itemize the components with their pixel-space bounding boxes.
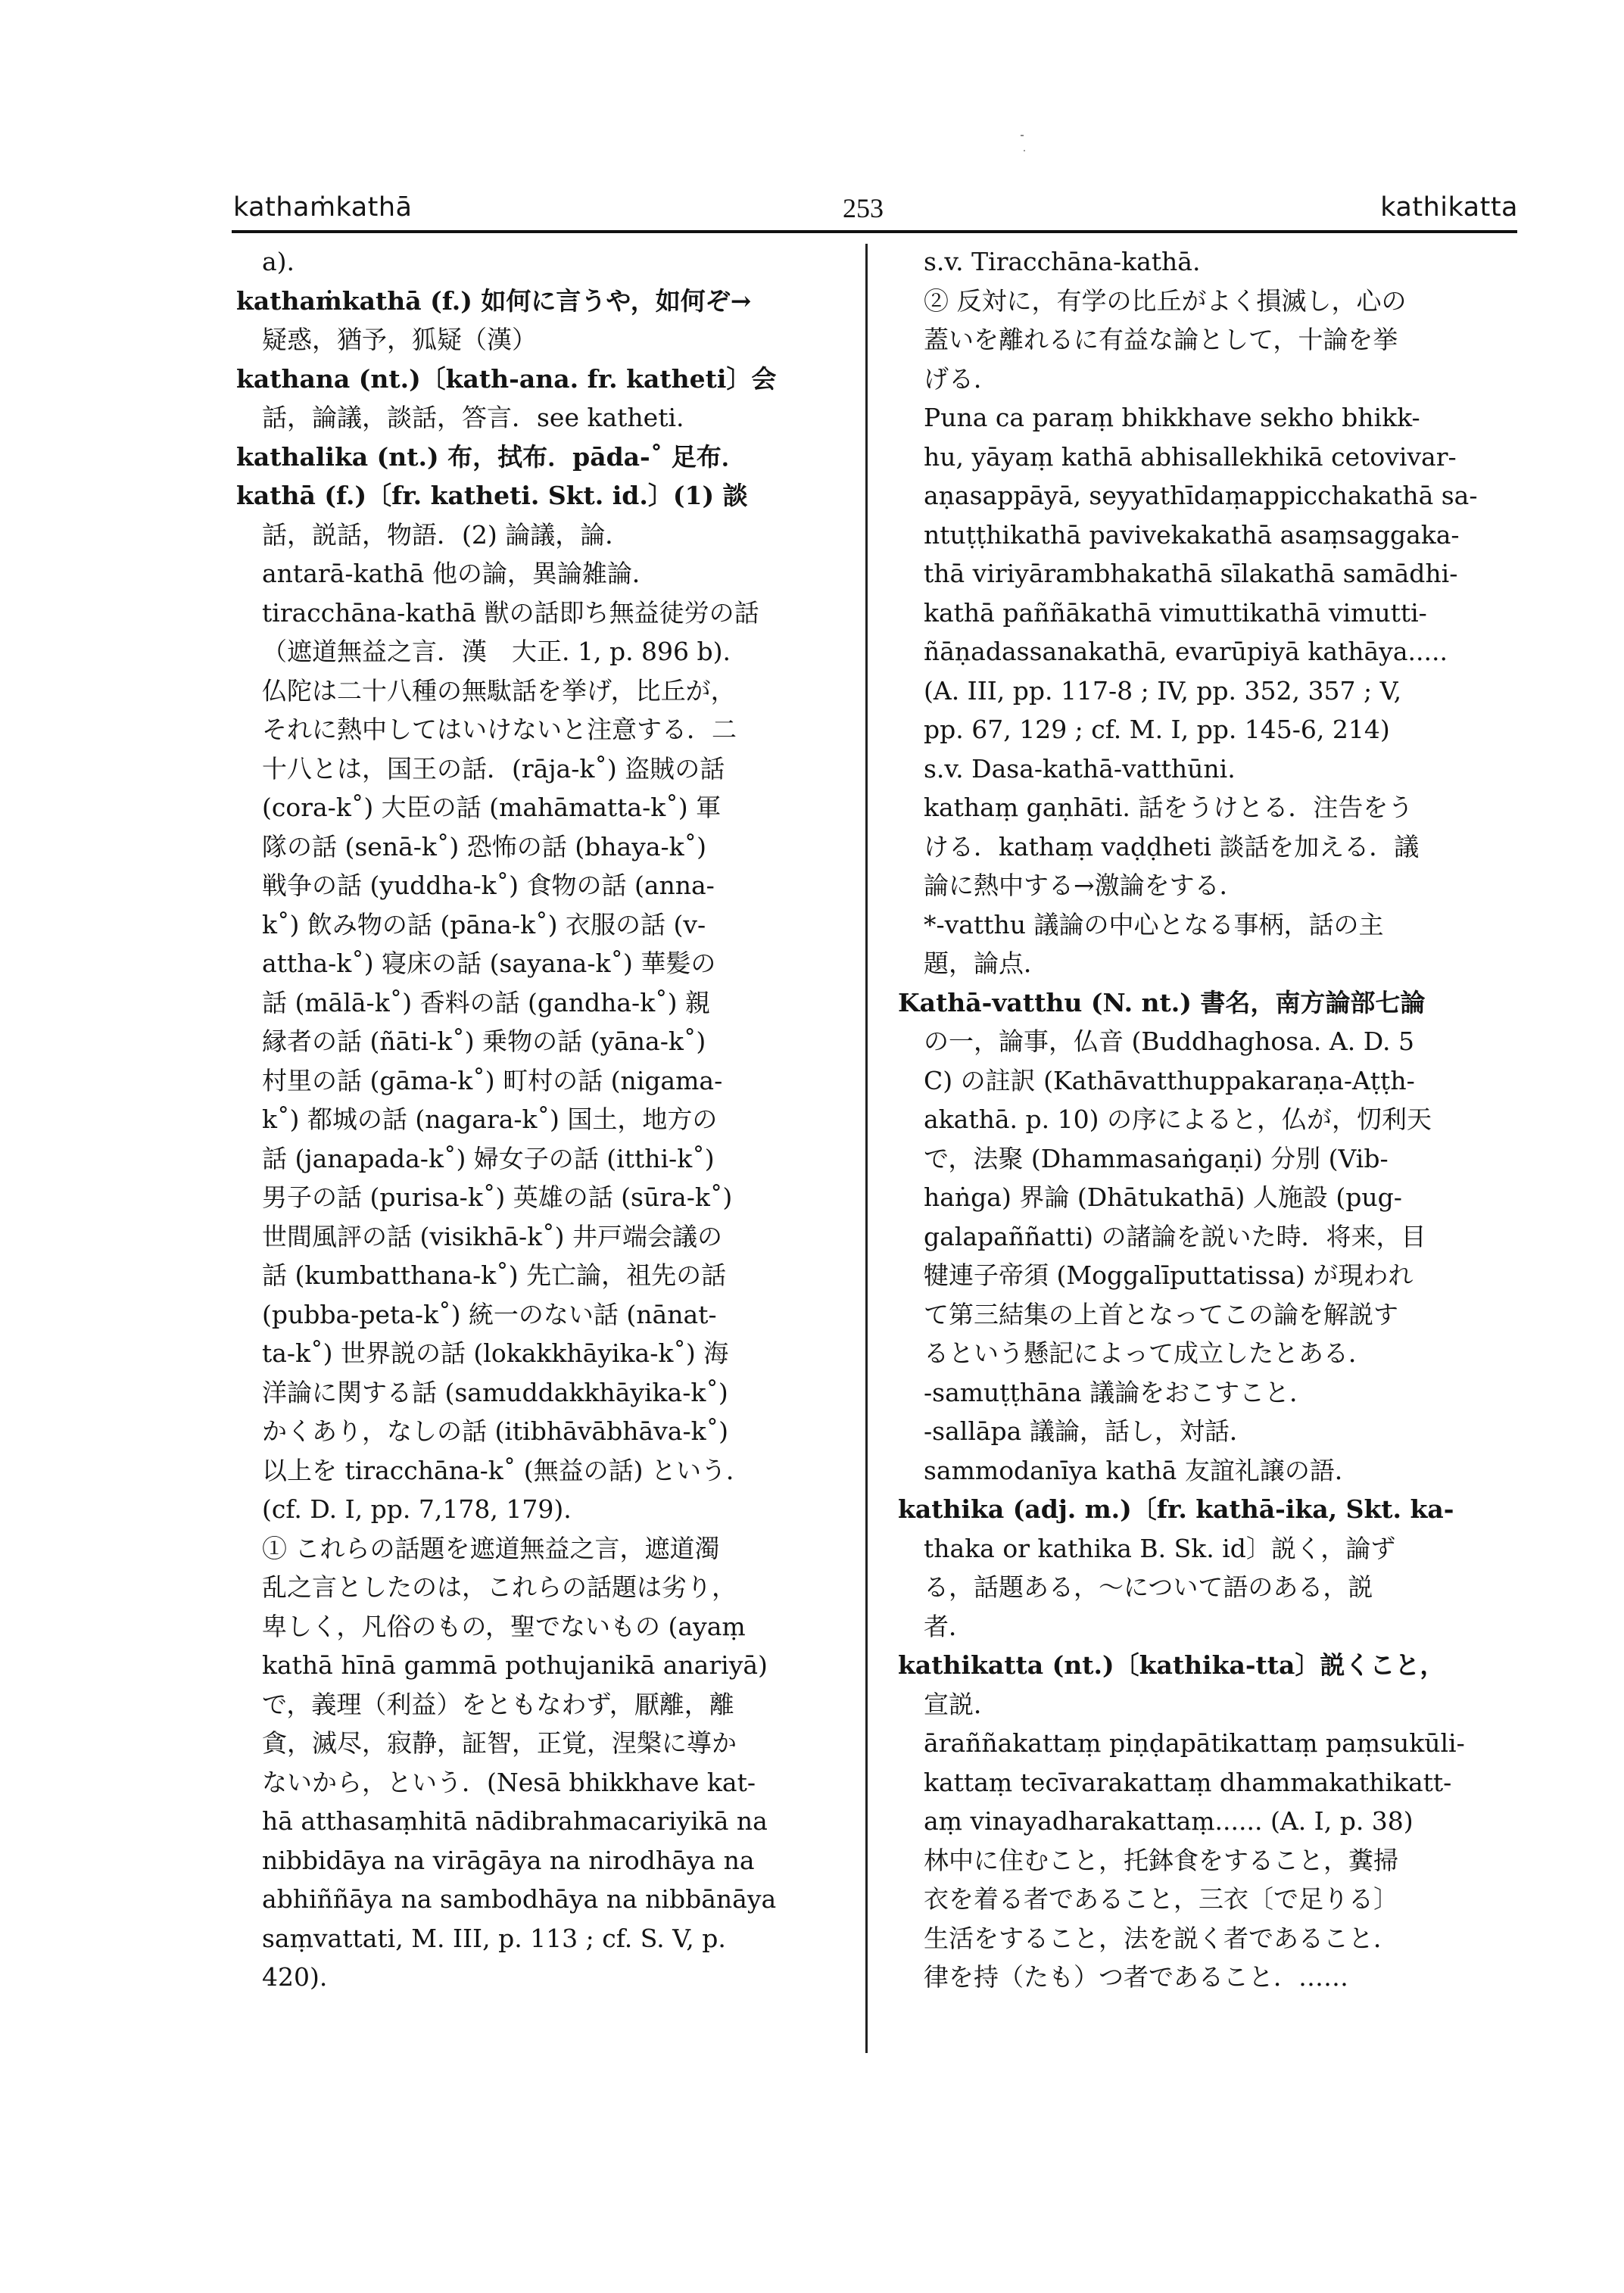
dictionary-headword-line: Kathā-vatthu (N. nt.) 書名，南方論部七論: [898, 987, 1426, 1017]
dictionary-text-line: かくあり，なしの話 (itibhāvābhāva-k˚): [262, 1416, 728, 1446]
dictionary-text-line: kathā paññākathā vimuttikathā vimutti-: [924, 597, 1427, 628]
dictionary-text-line: nibbidāya na virāgāya na nirodhāya na: [262, 1845, 755, 1875]
dictionary-text-line: thā viriyārambhakathā sīlakathā samādhi-: [924, 559, 1458, 588]
dictionary-text-line: 洋論に関する話 (samuddakkhāyika-k˚): [262, 1377, 728, 1407]
dictionary-text-line: ける．kathaṃ vaḍḍheti 談話を加える．議: [924, 831, 1420, 861]
dictionary-text-line: で，法聚 (Dhammasaṅgaṇi) 分別 (Vib-: [924, 1143, 1389, 1173]
dictionary-text-line: 隊の話 (senā-k˚) 恐怖の話 (bhaya-k˚): [262, 831, 707, 861]
dictionary-text-line: ntuṭṭhikathā pavivekakathā asaṃsaggaka-: [924, 519, 1460, 550]
dictionary-text-line: kathā hīnā gammā pothujanikā anariyā): [262, 1650, 768, 1680]
header-rule: [232, 230, 1517, 233]
dictionary-text-line: -sallāpa 議論，話し，対話．: [924, 1416, 1255, 1446]
dictionary-text-line: 衣を着る者であること，三衣〔で足りる〕: [924, 1884, 1398, 1914]
dictionary-text-line: hu, yāyaṃ kathā abhisallekhikā cetovivar-: [924, 441, 1457, 472]
dictionary-text-line: 卑しく，凡俗のもの，聖でないもの (ayaṃ: [262, 1611, 746, 1641]
dictionary-text-line: pp. 67, 129 ; cf. M. I, pp. 145-6, 214): [924, 715, 1390, 744]
dictionary-text-line: ないから，という．(Nesā bhikkhave kat-: [262, 1767, 756, 1797]
dictionary-text-line: それに熱中してはいけないと注意する．二: [262, 715, 737, 744]
dictionary-text-line: 世間風評の話 (visikhā-k˚) 井戸端会議の: [262, 1221, 722, 1251]
dictionary-text-line: (pubba-peta-k˚) 統一のない話 (nānat-: [262, 1299, 717, 1329]
dictionary-headword-line: kathalika (nt.) 布，拭布．pāda-˚ 足布．: [236, 441, 747, 472]
dictionary-headword-line: kathana (nt.)〔kath-ana. fr. katheti〕会: [236, 363, 777, 394]
dictionary-text-line: haṅga) 界論 (Dhātukathā) 人施設 (pug-: [924, 1182, 1402, 1212]
dictionary-text-line: 律を持（たも）つ者であること．……: [924, 1962, 1348, 1992]
right-column: [898, 242, 1513, 1997]
page-number: 253: [843, 193, 884, 223]
dictionary-text-line: 村里の話 (gāma-k˚) 町村の話 (nigama-: [262, 1065, 723, 1095]
dictionary-text-line: 以上を tiracchāna-k˚ (無益の話) という．: [262, 1455, 751, 1485]
dictionary-text-line: thaka or kathika B. Sk. id〕説く，論ず: [924, 1533, 1396, 1563]
dictionary-text-line: tiracchāna-kathā 獣の話即ち無益徒労の話: [262, 597, 759, 628]
dictionary-text-line: 宣説．: [924, 1689, 999, 1719]
dictionary-text-line: 乱之言としたのは，これらの話題は劣り，: [262, 1572, 737, 1602]
dictionary-headword-line: kathikatta (nt.)〔kathika-tta〕説くこと，: [898, 1650, 1445, 1680]
dictionary-text-line: C) の註訳 (Kathāvatthuppakaraṇa-Aṭṭh-: [924, 1065, 1415, 1095]
dictionary-headword-line: kathaṁkathā (f.) 如何に言うや，如何ぞ→: [236, 285, 752, 316]
dictionary-text-line: *-vatthu 議論の中心となる事柄，話の主: [924, 909, 1384, 939]
dictionary-text-line: -samuṭṭhāna 議論をおこすこと．: [924, 1377, 1315, 1407]
dictionary-text-line: 話 (kumbatthana-k˚) 先亡論，祖先の話: [262, 1260, 727, 1290]
dictionary-text-line: ta-k˚) 世界説の話 (lokakkhāyika-k˚) 海: [262, 1338, 729, 1368]
dictionary-text-line: 疑惑，猶予，狐疑（漢）: [262, 325, 537, 354]
dictionary-text-line: 貪，滅尽，寂静，証智，正覚，涅槃に導か: [262, 1728, 737, 1758]
dictionary-text-line: akathā. p. 10) の序によると，仏が，忉利天: [924, 1104, 1432, 1134]
dictionary-text-line: て第三結集の上首となってこの論を解説す: [924, 1299, 1398, 1329]
dictionary-text-line: k˚) 飲み物の話 (pāna-k˚) 衣服の話 (v-: [262, 909, 706, 939]
dictionary-text-line: a).: [262, 247, 295, 276]
dictionary-text-line: げる．: [924, 363, 999, 394]
dictionary-text-line: saṃvattati, M. III, p. 113 ; cf. S. V, p.: [262, 1923, 726, 1953]
dictionary-text-line: 犍連子帝須 (Moggalīputtatissa) が現われ: [924, 1260, 1414, 1290]
dictionary-text-line: ñāṇadassanakathā, evarūpiyā kathāya.....: [924, 637, 1448, 666]
dictionary-text-line: Puna ca paraṃ bhikkhave sekho bhikk-: [924, 403, 1420, 432]
dictionary-text-line: の一，論事，仏音 (Buddhaghosa. A. D. 5: [924, 1027, 1414, 1056]
dictionary-text-line: る，話題ある，～について語のある，説: [924, 1572, 1373, 1602]
dictionary-text-line: ② 反対に，有学の比丘がよく損滅し，心の: [924, 285, 1407, 316]
dictionary-text-line: attha-k˚) 寝床の話 (sayana-k˚) 華髪の: [262, 949, 716, 978]
dictionary-text-line: 林中に住むこと，托鉢食をすること，糞掃: [924, 1845, 1398, 1875]
dictionary-text-line: 論に熱中する→激論をする．: [924, 871, 1245, 900]
dictionary-text-line: 十八とは，国王の話．(rāja-k˚) 盗賊の話: [262, 753, 725, 784]
scan-speck: [1024, 150, 1025, 151]
dictionary-text-line: hā atthasaṃhitā nādibrahmacariyikā na: [262, 1806, 768, 1836]
dictionary-text-line: kathaṃ gaṇhāti. 話をうけとる．注告をう: [924, 793, 1414, 822]
dictionary-text-line: kattaṃ tecīvarakattaṃ dhammakathikatt-: [924, 1767, 1452, 1797]
dictionary-text-line: (cf. D. I, pp. 7,178, 179).: [262, 1494, 572, 1524]
dictionary-text-line: abhiññāya na sambodhāya na nibbānāya: [262, 1884, 777, 1914]
dictionary-text-line: s.v. Tiracchāna-kathā.: [924, 247, 1201, 276]
running-head-left: kathaṁkathā: [233, 192, 413, 223]
dictionary-text-line: galapaññatti) の諸論を説いた時．将来，目: [924, 1221, 1426, 1251]
dictionary-text-line: 420).: [262, 1962, 328, 1992]
dictionary-headword-line: kathika (adj. m.)〔fr. kathā-ika, Skt. ka-: [898, 1494, 1454, 1524]
dictionary-text-line: 生活をすること，法を説く者であること．: [924, 1923, 1398, 1953]
left-column: [236, 242, 848, 1997]
dictionary-text-line: 話，論議，談話，答言．see katheti.: [262, 403, 684, 432]
dictionary-text-line: (cora-k˚) 大臣の話 (mahāmatta-k˚) 軍: [262, 793, 722, 822]
dictionary-text-line: 戦争の話 (yuddha-k˚) 食物の話 (anna-: [262, 871, 715, 900]
dictionary-text-line: 題，論点．: [924, 949, 1049, 978]
scan-speck: [1021, 135, 1024, 136]
dictionary-text-line: 蓋いを離れるに有益な論として，十論を挙: [924, 325, 1398, 354]
dictionary-text-line: 男子の話 (purisa-k˚) 英雄の話 (sūra-k˚): [262, 1182, 733, 1212]
dictionary-text-line: s.v. Dasa-kathā-vatthūni.: [924, 753, 1236, 784]
dictionary-text-line: 話 (janapada-k˚) 婦女子の話 (itthi-k˚): [262, 1143, 715, 1173]
dictionary-headword-line: kathā (f.)〔fr. katheti. Skt. id.〕(1) 談: [236, 481, 748, 510]
dictionary-text-line: aṇasappāyā, seyyathīdaṃappicchakathā sa-: [924, 481, 1478, 510]
dictionary-text-line: 話，説話，物語．(2) 論議，論．: [262, 519, 631, 550]
dictionary-text-line: sammodanīya kathā 友誼礼譲の語．: [924, 1455, 1360, 1485]
dictionary-text-line: aṃ vinayadharakattaṃ...... (A. I, p. 38): [924, 1806, 1414, 1836]
dictionary-text-line: āraññakattaṃ piṇḍapātikattaṃ paṃsukūli-: [924, 1728, 1465, 1758]
dictionary-text-line: (A. III, pp. 117-8 ; IV, pp. 352, 357 ; V,: [924, 675, 1402, 706]
dictionary-text-line: 話 (mālā-k˚) 香料の話 (gandha-k˚) 親: [262, 987, 711, 1017]
dictionary-text-line: るという懸記によって成立したとある．: [924, 1338, 1373, 1368]
running-head-right: kathikatta: [1380, 192, 1518, 223]
dictionary-text-line: k˚) 都城の話 (nagara-k˚) 国土，地方の: [262, 1104, 718, 1134]
dictionary-text-line: で，義理（利益）をともなわず，厭離，離: [262, 1689, 734, 1719]
column-divider: [865, 244, 868, 2053]
dictionary-text-line: （遮道無益之言．漢 大正. 1, p. 896 b).: [262, 637, 731, 666]
dictionary-text-line: 仏陀は二十八種の無駄話を挙げ，比丘が，: [262, 675, 736, 706]
dictionary-text-line: 縁者の話 (ñāti-k˚) 乗物の話 (yāna-k˚): [262, 1027, 706, 1056]
dictionary-text-line: 者．: [924, 1611, 974, 1641]
dictionary-text-line: ① これらの話題を遮道無益之言，遮道濁: [262, 1533, 720, 1563]
dictionary-text-line: antarā-kathā 他の論，異論雑論．: [262, 559, 657, 588]
